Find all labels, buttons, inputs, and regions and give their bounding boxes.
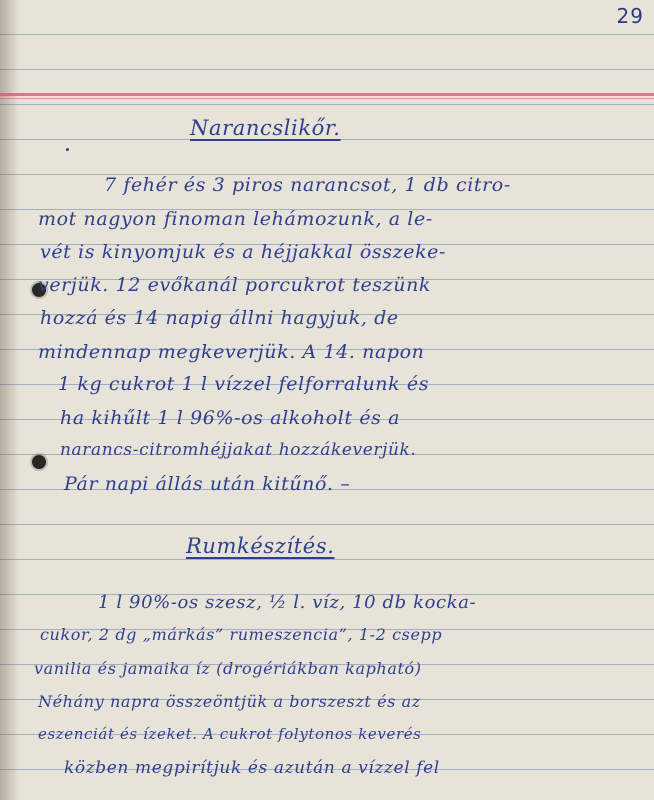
recipe-title-rumkeszites: Rumkészítés. [186,534,335,558]
recipe-line: Pár napi állás után kitűnő. – [64,473,351,495]
recipe-line: eszenciát és ízeket. A cukrot folytonos keverés [38,725,422,743]
page-fold-shadow [0,0,18,800]
recipe-title-narancslikor: Narancslikőr. [190,116,341,140]
recipe-line: 1 kg cukrot 1 l vízzel felforralunk és [58,373,430,395]
recipe-line: 7 fehér és 3 piros narancsot, 1 db citro- [104,174,511,196]
recipe-line: mindennap megkeverjük. A 14. napon [38,341,425,363]
recipe-line: mot nagyon finoman lehámozunk, a le- [38,208,433,230]
recipe-line: hozzá és 14 napig állni hagyjuk, de [40,307,399,329]
top-margin-line-thin [0,98,654,99]
recipe-line: közben megpirítjuk és azután a vízzel fel [64,758,440,778]
page-number: 29 [616,4,644,28]
ink-dot [66,148,69,151]
punch-hole-lower [32,455,46,469]
recipe-line: Néhány napra összeöntjük a borszeszt és az [38,692,421,711]
recipe-line: vét is kinyomjuk és a héjjakkal összeke- [40,241,447,263]
top-margin-line [0,93,654,96]
recipe-line: cukor, 2 dg „márkás” rumeszencia”, 1-2 csepp [40,625,443,644]
recipe-line: vanilia és jamaika íz (drogériákban kapható) [34,659,422,678]
recipe-line: verjük. 12 evőkanál porcukrot teszünk [38,274,432,296]
recipe-line: narancs-citromhéjjakat hozzákeverjük. [60,440,417,460]
recipe-line: ha kihűlt 1 l 96%-os alkoholt és a [60,407,401,429]
recipe-line: 1 l 90%-os szesz, ½ l. víz, 10 db kocka- [98,592,477,613]
